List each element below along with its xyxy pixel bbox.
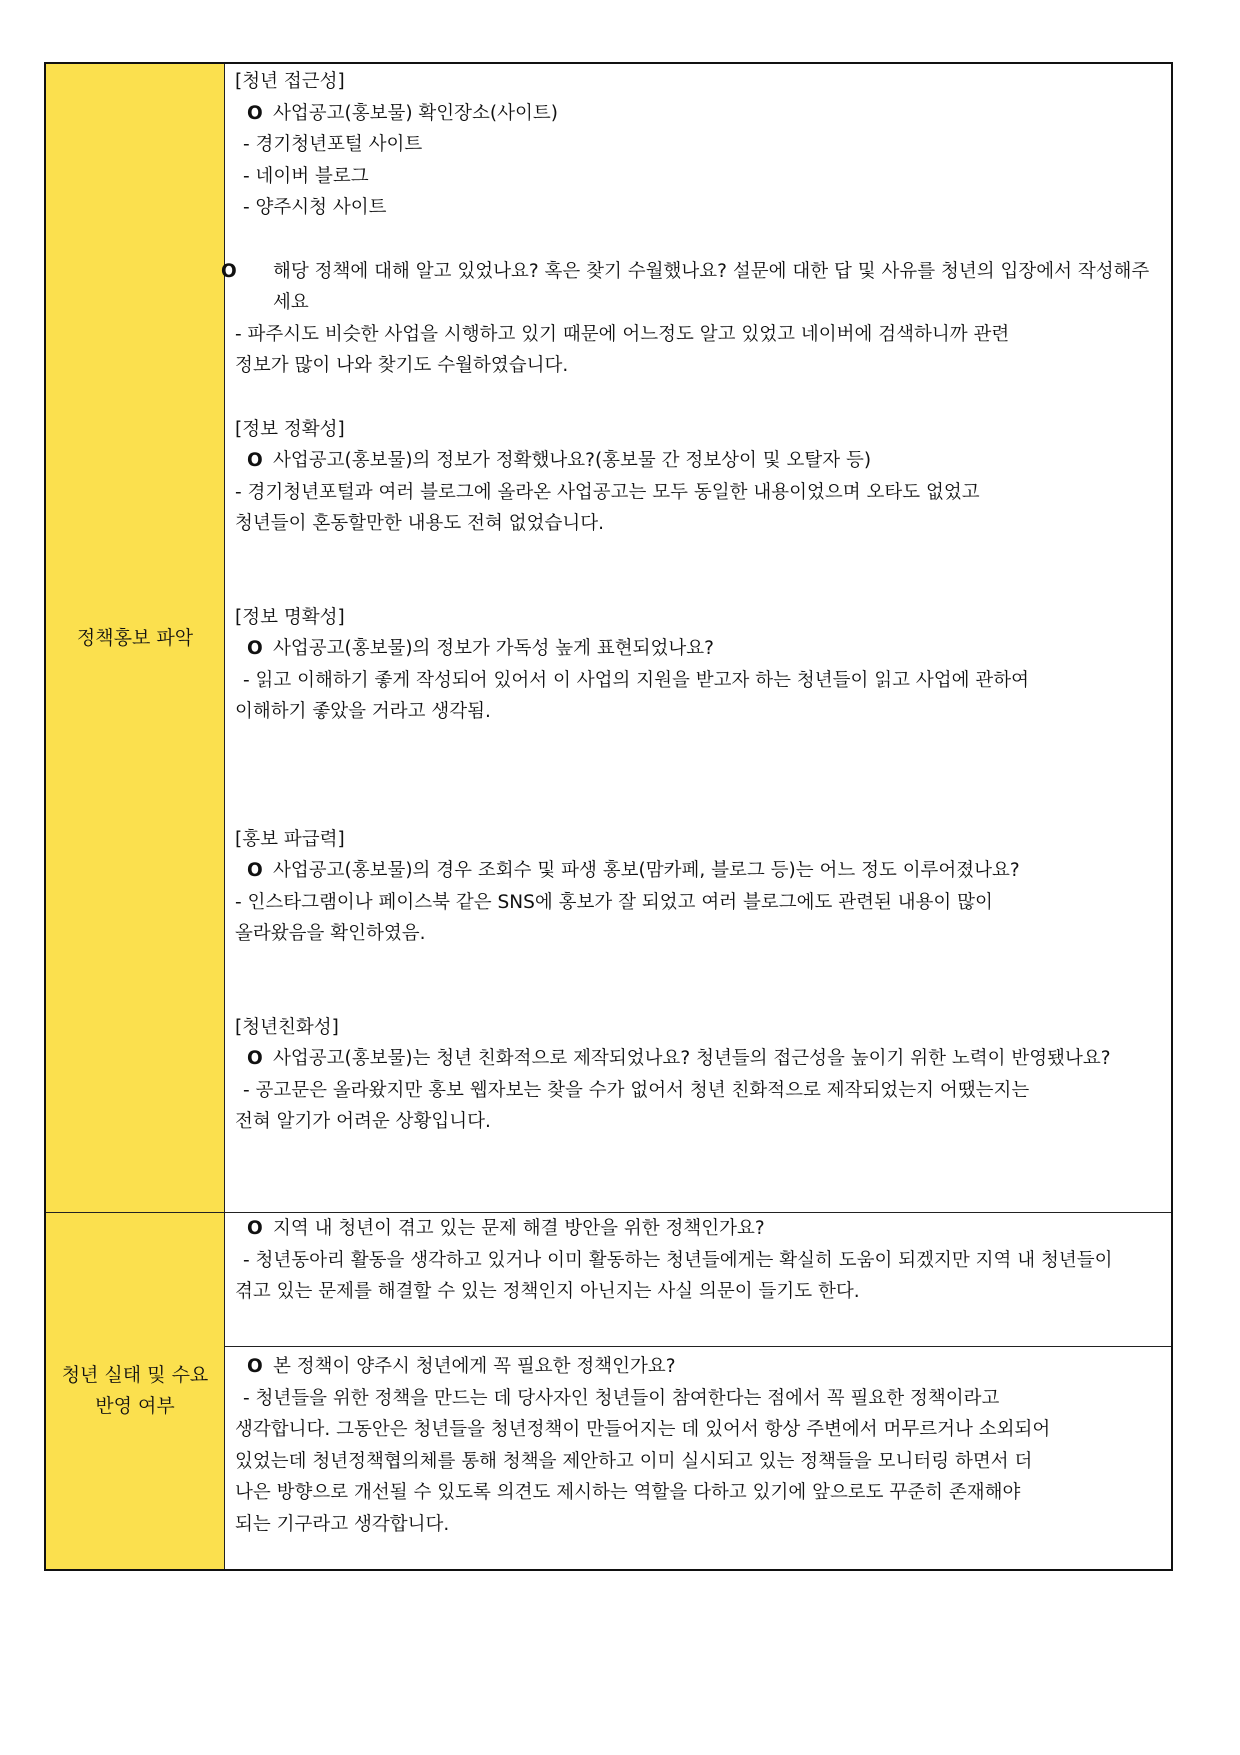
- question-text: 사업공고(홍보물)의 정보가 가독성 높게 표현되었나요?: [273, 638, 714, 659]
- question-text: 사업공고(홍보물)의 정보가 정확했나요?(홍보물 간 정보상이 및 오탈자 등): [273, 450, 872, 471]
- row-label-policy-promotion: [45, 63, 225, 1213]
- circle-bullet-icon: O: [247, 860, 263, 881]
- row-label-text: 청년 실태 및 수요: [61, 1364, 209, 1386]
- circle-bullet-icon: O: [247, 1218, 263, 1239]
- row-label-text: 반영 여부: [95, 1395, 175, 1417]
- question-text: 본 정책이 양주시 청년에게 꼭 필요한 정책인가요?: [273, 1356, 676, 1377]
- answer-line: 올라왔음을 확인하였음.: [235, 923, 426, 944]
- answer-line: - 공고문은 올라왔지만 홍보 웹자보는 찾을 수가 없어서 청년 친화적으로 제작되었는지 어땠는지는: [243, 1079, 1030, 1101]
- question-accuracy: [235, 445, 1157, 477]
- question-text: 사업공고(홍보물) 확인장소(사이트): [273, 102, 558, 124]
- question-text: 사업공고(홍보물)는 청년 친화적으로 제작되었나요? 청년들의 접근성을 높이기 위한 노력이 반영됐나요?: [273, 1048, 1111, 1069]
- answer-line: 나은 방향으로 개선될 수 있도록 의견도 제시하는 역할을 다하고 있기에 앞으로도 꾸준히 존재해야: [235, 1482, 1021, 1503]
- answer-line: 생각합니다. 그동안은 청년들을 청년정책이 만들어지는 데 있어서 항상 주변에서 머무르거나 소외되어: [235, 1419, 1051, 1440]
- answer-line: 청년들이 혼동할만한 내용도 전혀 없었습니다.: [235, 513, 604, 534]
- circle-bullet-icon: O: [221, 260, 237, 282]
- row-policy-promotion: [45, 63, 1172, 1213]
- row-label-text: 정책홍보 파악: [76, 626, 194, 649]
- answer-line: - 인스타그램이나 페이스북 같은 SNS에 홍보가 잘 되었고 여러 블로그에도 관련된 내용이 많이: [235, 891, 993, 913]
- question-text: 지역 내 청년이 겪고 있는 문제 해결 방안을 위한 정책인가요?: [273, 1218, 765, 1239]
- question-friendly: [235, 1043, 1157, 1075]
- question-access-site: [235, 98, 1157, 130]
- answer-line: 전혀 알기가 어려운 상황입니다.: [235, 1111, 491, 1132]
- section-heading-access: [청년 접근성]: [235, 71, 345, 92]
- list-item: - 네이버 블로그: [243, 165, 369, 187]
- section-heading-reach: [홍보 파급력]: [235, 828, 345, 850]
- answer-line: 겪고 있는 문제를 해결할 수 있는 정책인지 아닌지는 사실 의문이 들기도 한다.: [235, 1281, 860, 1302]
- question-text: 해당 정책에 대해 알고 있었나요? 혹은 찾기 수월했나요? 설문에 대한 답 및 사유를 청년의 입장에서 작성해주세요: [273, 260, 1150, 313]
- section-heading-clarity: [정보 명확성]: [235, 606, 345, 628]
- question-necessity: [235, 1351, 1163, 1383]
- list-item: - 경기청년포털 사이트: [243, 134, 423, 155]
- question-text: 사업공고(홍보물)의 경우 조회수 및 파생 홍보(맘카페, 블로그 등)는 어느 정도 이루어졌나요?: [273, 860, 1020, 881]
- section-heading-accuracy: [정보 정확성]: [235, 418, 345, 440]
- content-policy-promotion: [221, 63, 1173, 1213]
- content-youth-needs: [225, 1213, 1173, 1571]
- answer-line: 되는 기구라고 생각합니다.: [235, 1513, 450, 1535]
- question-problem: [235, 1213, 1163, 1245]
- sub-cell-necessity: [225, 1347, 1171, 1540]
- circle-bullet-icon: O: [247, 450, 263, 471]
- answer-line: - 경기청년포털과 여러 블로그에 올라온 사업공고는 모두 동일한 내용이었으며 오타도 없었고: [235, 481, 980, 503]
- section-heading-friendly: [청년친화성]: [235, 1016, 339, 1038]
- row-label-youth-needs: [45, 1213, 225, 1571]
- circle-bullet-icon: O: [247, 638, 263, 659]
- question-reach: [235, 855, 1157, 887]
- answer-line: 있었는데 청년정책협의체를 통해 청책을 제안하고 이미 실시되고 있는 정책들을 모니터링 하면서 더: [235, 1450, 1033, 1472]
- circle-bullet-icon: O: [247, 102, 263, 124]
- evaluation-table: [44, 62, 1173, 1571]
- sub-cell-problem: [225, 1213, 1171, 1347]
- question-clarity: [235, 633, 1157, 665]
- circle-bullet-icon: O: [247, 1356, 263, 1377]
- answer-line: - 읽고 이해하기 좋게 작성되어 있어서 이 사업의 지원을 받고자 하는 청년들이 읽고 사업에 관하여: [243, 669, 1029, 691]
- circle-bullet-icon: O: [247, 1048, 263, 1069]
- answer-line: 이해하기 좋았을 거라고 생각됨.: [235, 701, 491, 722]
- row-youth-needs: [45, 1213, 1172, 1571]
- answer-line: - 청년동아리 활동을 생각하고 있거나 이미 활동하는 청년들에게는 확실히 도움이 되겠지만 지역 내 청년들이: [243, 1249, 1113, 1271]
- answer-line: 정보가 많이 나와 찾기도 수월하였습니다.: [235, 355, 569, 376]
- answer-line: - 파주시도 비슷한 사업을 시행하고 있기 때문에 어느정도 알고 있었고 네이버에 검색하니까 관련: [235, 323, 1010, 345]
- answer-line: - 청년들을 위한 정책을 만드는 데 당사자인 청년들이 참여한다는 점에서 꼭 필요한 정책이라고: [243, 1387, 1000, 1409]
- list-item: - 양주시청 사이트: [243, 197, 387, 218]
- question-access-aware: [221, 256, 1157, 319]
